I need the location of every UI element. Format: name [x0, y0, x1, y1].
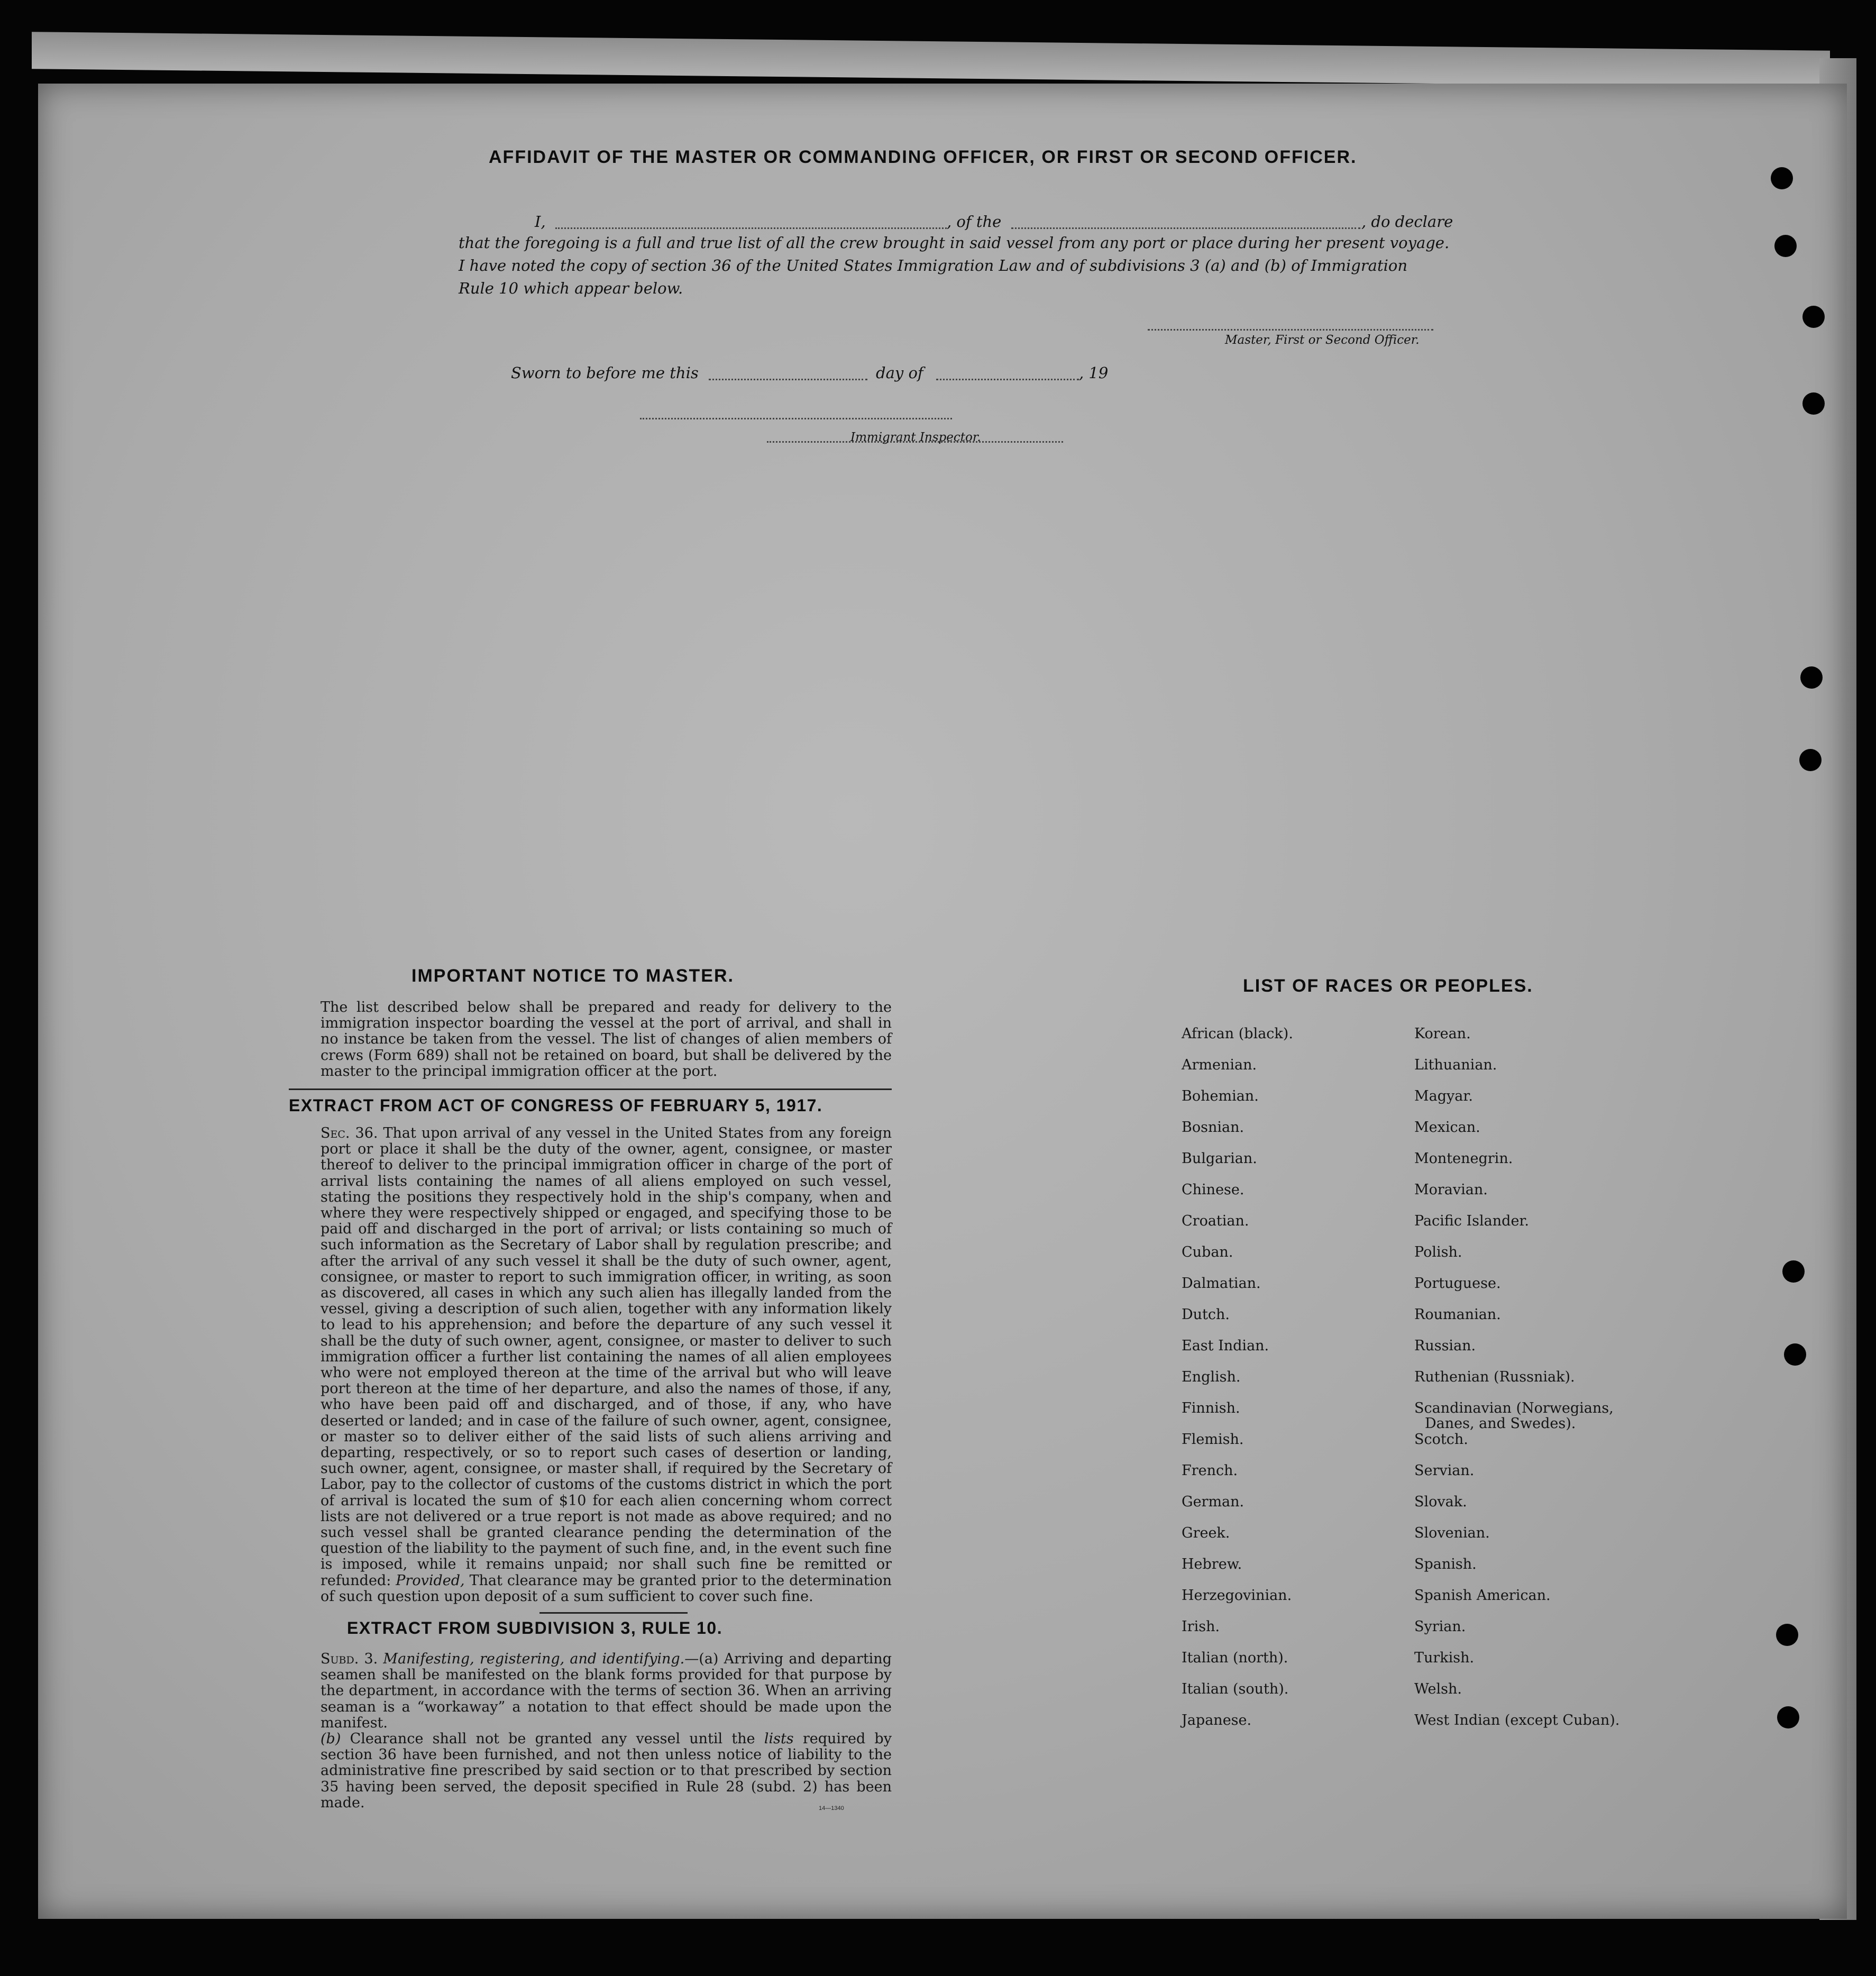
race-item: West Indian (except Cuban). [1414, 1712, 1620, 1728]
day-of-text: day of [876, 364, 923, 382]
affidavit-i: I, [535, 213, 546, 231]
section-36-paragraph [289, 1126, 892, 1605]
subd-b-label: (b) [321, 1731, 341, 1748]
binder-hole [1802, 306, 1825, 328]
subd-3-paragraph [289, 1651, 892, 1731]
extract-act-text [289, 1126, 892, 1605]
race-item: Herzegovinian. [1182, 1587, 1292, 1604]
subd-a-text: —(a) Arriving and departing seamen shall be manifested on the blank forms provided for that purpose by the department, in accordance with the terms of section 36. When an arriving seaman is a “workaway” a notation to that effect should be made upon the manifest. [321, 1651, 892, 1731]
races-title: LIST OF RACES OR PEOPLES. [1243, 976, 1533, 996]
sworn-month-blank [936, 379, 1079, 380]
race-item: Chinese. [1182, 1182, 1244, 1198]
binder-hole [1784, 1343, 1806, 1366]
provided-word: Provided, [396, 1572, 465, 1589]
race-item: Irish. [1182, 1618, 1220, 1635]
races-left-column [1182, 1026, 1293, 1744]
race-item: Korean. [1414, 1026, 1471, 1042]
sworn-text: Sworn to before me this [511, 364, 699, 382]
race-item: Syrian. [1414, 1618, 1466, 1635]
race-item: Dalmatian. [1182, 1275, 1261, 1292]
race-item: Montenegrin. [1414, 1150, 1513, 1167]
master-name-blank [555, 227, 947, 229]
race-item: Scotch. [1414, 1431, 1468, 1448]
race-item: African (black). [1182, 1026, 1293, 1042]
race-item: Lithuanian. [1414, 1057, 1497, 1073]
race-item: German. [1182, 1494, 1244, 1510]
short-divider [539, 1612, 688, 1614]
form-code: 14—1340 [819, 1805, 844, 1812]
binder-hole [1799, 749, 1822, 771]
race-item: Slovak. [1414, 1494, 1467, 1510]
subd-b-text-end: required by section 36 have been furnished, and not then unless notice of liability to the administrative fine prescribed by said section or to that prescribed by section 35 having been served, the deposit specified in Rule 28 (subd. 2) has been made. [321, 1731, 892, 1811]
race-item: Cuban. [1182, 1244, 1233, 1260]
sworn-day-blank [709, 379, 867, 380]
subd-label: Subd. 3. [321, 1651, 378, 1667]
race-item: Dutch. [1182, 1306, 1230, 1323]
notice-title: IMPORTANT NOTICE TO MASTER. [411, 966, 734, 986]
section-label: Sec. 36. [321, 1125, 378, 1141]
race-item-scandinavian: Scandinavian (Norwegians, [1414, 1400, 1614, 1416]
year-text: , 19 [1079, 364, 1109, 382]
back-sheet-edge [32, 32, 1830, 88]
race-item: Moravian. [1414, 1182, 1488, 1198]
inspector-label: Immigrant Inspector. [850, 431, 981, 444]
race-item: Armenian. [1182, 1057, 1257, 1073]
race-item: French. [1182, 1462, 1238, 1479]
race-item: Welsh. [1414, 1681, 1462, 1697]
affidavit-line-2: that the foregoing is a full and true list of all the crew brought in said vessel from any port or place during her present voyage. [459, 234, 1450, 252]
section-36-text-end: That clearance may be granted prior to the determination of such question upon deposit of a sum sufficient to cover such fine. [321, 1572, 892, 1605]
subd-b-paragraph [289, 1731, 892, 1811]
race-item-scandinavian-cont: Danes, and Swedes). [1425, 1415, 1576, 1432]
race-item: Bulgarian. [1182, 1150, 1257, 1167]
race-item: Magyar. [1414, 1088, 1473, 1104]
race-item: Hebrew. [1182, 1556, 1242, 1572]
race-item: Italian (south). [1182, 1681, 1289, 1697]
binder-hole [1774, 235, 1797, 257]
notice-text [289, 1000, 892, 1080]
race-item: Spanish. [1414, 1556, 1477, 1572]
binder-hole [1782, 1260, 1805, 1283]
race-item: Slovenian. [1414, 1525, 1490, 1541]
extract-act-title: EXTRACT FROM ACT OF CONGRESS OF FEBRUARY 5, 1917. [289, 1096, 823, 1115]
race-item: Ruthenian (Russniak). [1414, 1369, 1575, 1385]
race-item: Finnish. [1182, 1400, 1240, 1416]
race-item: Pacific Islander. [1414, 1213, 1529, 1229]
race-item: Flemish. [1182, 1431, 1244, 1448]
master-signature-label: Master, First or Second Officer. [1225, 333, 1420, 347]
race-item: Spanish American. [1414, 1587, 1551, 1604]
subd-b-text-start: Clearance shall not be granted any vessel until the [350, 1731, 755, 1748]
race-item: East Indian. [1182, 1338, 1269, 1354]
binder-hole [1777, 1706, 1799, 1728]
subd-title: Manifesting, registering, and identifying. [383, 1651, 685, 1667]
master-signature-line [1148, 329, 1433, 331]
race-item: Roumanian. [1414, 1306, 1501, 1323]
race-item: Italian (north). [1182, 1650, 1288, 1666]
affidavit-line-3: I have noted the copy of section 36 of the United States Immigration Law and of subdivisions 3 (a) and (b) of Immigration [459, 257, 1408, 275]
race-item: Polish. [1414, 1244, 1462, 1260]
binder-hole [1776, 1624, 1798, 1646]
race-item: Japanese. [1182, 1712, 1252, 1728]
race-item: Bosnian. [1182, 1119, 1244, 1136]
race-item: Greek. [1182, 1525, 1230, 1541]
affidavit-line-4: Rule 10 which appear below. [459, 279, 683, 297]
races-right-column [1414, 1026, 1619, 1744]
race-item: Bohemian. [1182, 1088, 1259, 1104]
affidavit-title: AFFIDAVIT OF THE MASTER OR COMMANDING OFFICER, OR FIRST OR SECOND OFFICER. [489, 147, 1357, 167]
affidavit-declare: , do declare [1361, 213, 1453, 231]
binder-hole [1800, 666, 1823, 689]
notice-paragraph: The list described below shall be prepared and ready for delivery to the immigration inspector boarding the vessel at the port of arrival, and shall in no instance be taken from the vessel. The list of changes of alien members of crews (Form 689) shall not be retained on board, but shall be delivered by the master to the principal immigration officer at the port. [321, 999, 892, 1080]
race-item: Mexican. [1414, 1119, 1480, 1136]
extract-rule-text [289, 1651, 892, 1811]
lists-word: lists [764, 1731, 794, 1748]
race-item: Servian. [1414, 1462, 1475, 1479]
divider [289, 1088, 892, 1090]
binder-hole [1771, 167, 1793, 189]
extract-rule-title: EXTRACT FROM SUBDIVISION 3, RULE 10. [347, 1618, 723, 1637]
vessel-name-blank [1011, 227, 1360, 229]
race-item: Portuguese. [1414, 1275, 1501, 1292]
affidavit-of-the: , of the [947, 213, 1002, 231]
inspector-line-top [640, 418, 952, 419]
race-item: Turkish. [1414, 1650, 1475, 1666]
race-item: Russian. [1414, 1338, 1476, 1354]
race-item: Croatian. [1182, 1213, 1249, 1229]
binder-hole [1802, 392, 1825, 415]
section-36-text: That upon arrival of any vessel in the United States from any foreign port or place it shall be the duty of the owner, agent, consignee, or master thereof to deliver to the principal immigration officer in charge of the port of arrival lists containing the names of all aliens employed on such vessel, stating the positions they respectively hold in the ship's company, when and where they were respectively shipped or engaged, and specifying those to be paid off and discharged in the port of arrival; or lists containing so much of such information as the Secretary of Labor shall by regulation prescribe; and after the arrival of any such vessel it shall be the duty of such owner, agent, consignee, or master to report to such immigration officer, in writing, as soon as discovered, all cases in which any such alien has illegally landed from the vessel, giving a description of such alien, together with any information likely to lead to his apprehension; and before the departure of any such vessel it shall be the duty of such owner, agent, consignee, or master to deliver to such immigration officer a further list containing the names of all alien employees who were not employed thereon at the time of the arrival but who will leave port thereon at the time of her departure, and also the names of those, if any, who have been paid off and discharged, and of those, if any, who have deserted or landed; and in case of the failure of such owner, agent, consignee, or master so to deliver either of the said lists of such aliens arriving and departing, respectively, or so to report such cases of desertion or landing, such owner, agent, consignee, or master shall, if required by the Secretary of Labor, pay to the collector of customs of the customs district in which the port of arrival is located the sum of $10 for each alien concerning whom correct lists are not delivered or a true report is not made as above required; and no such vessel shall be granted clearance pending the determination of the question of the liability to the payment of such fine, and, in the event such fine is imposed, while it remains unpaid; nor shall such fine be remitted or refunded: [321, 1125, 892, 1589]
race-item: English. [1182, 1369, 1241, 1385]
